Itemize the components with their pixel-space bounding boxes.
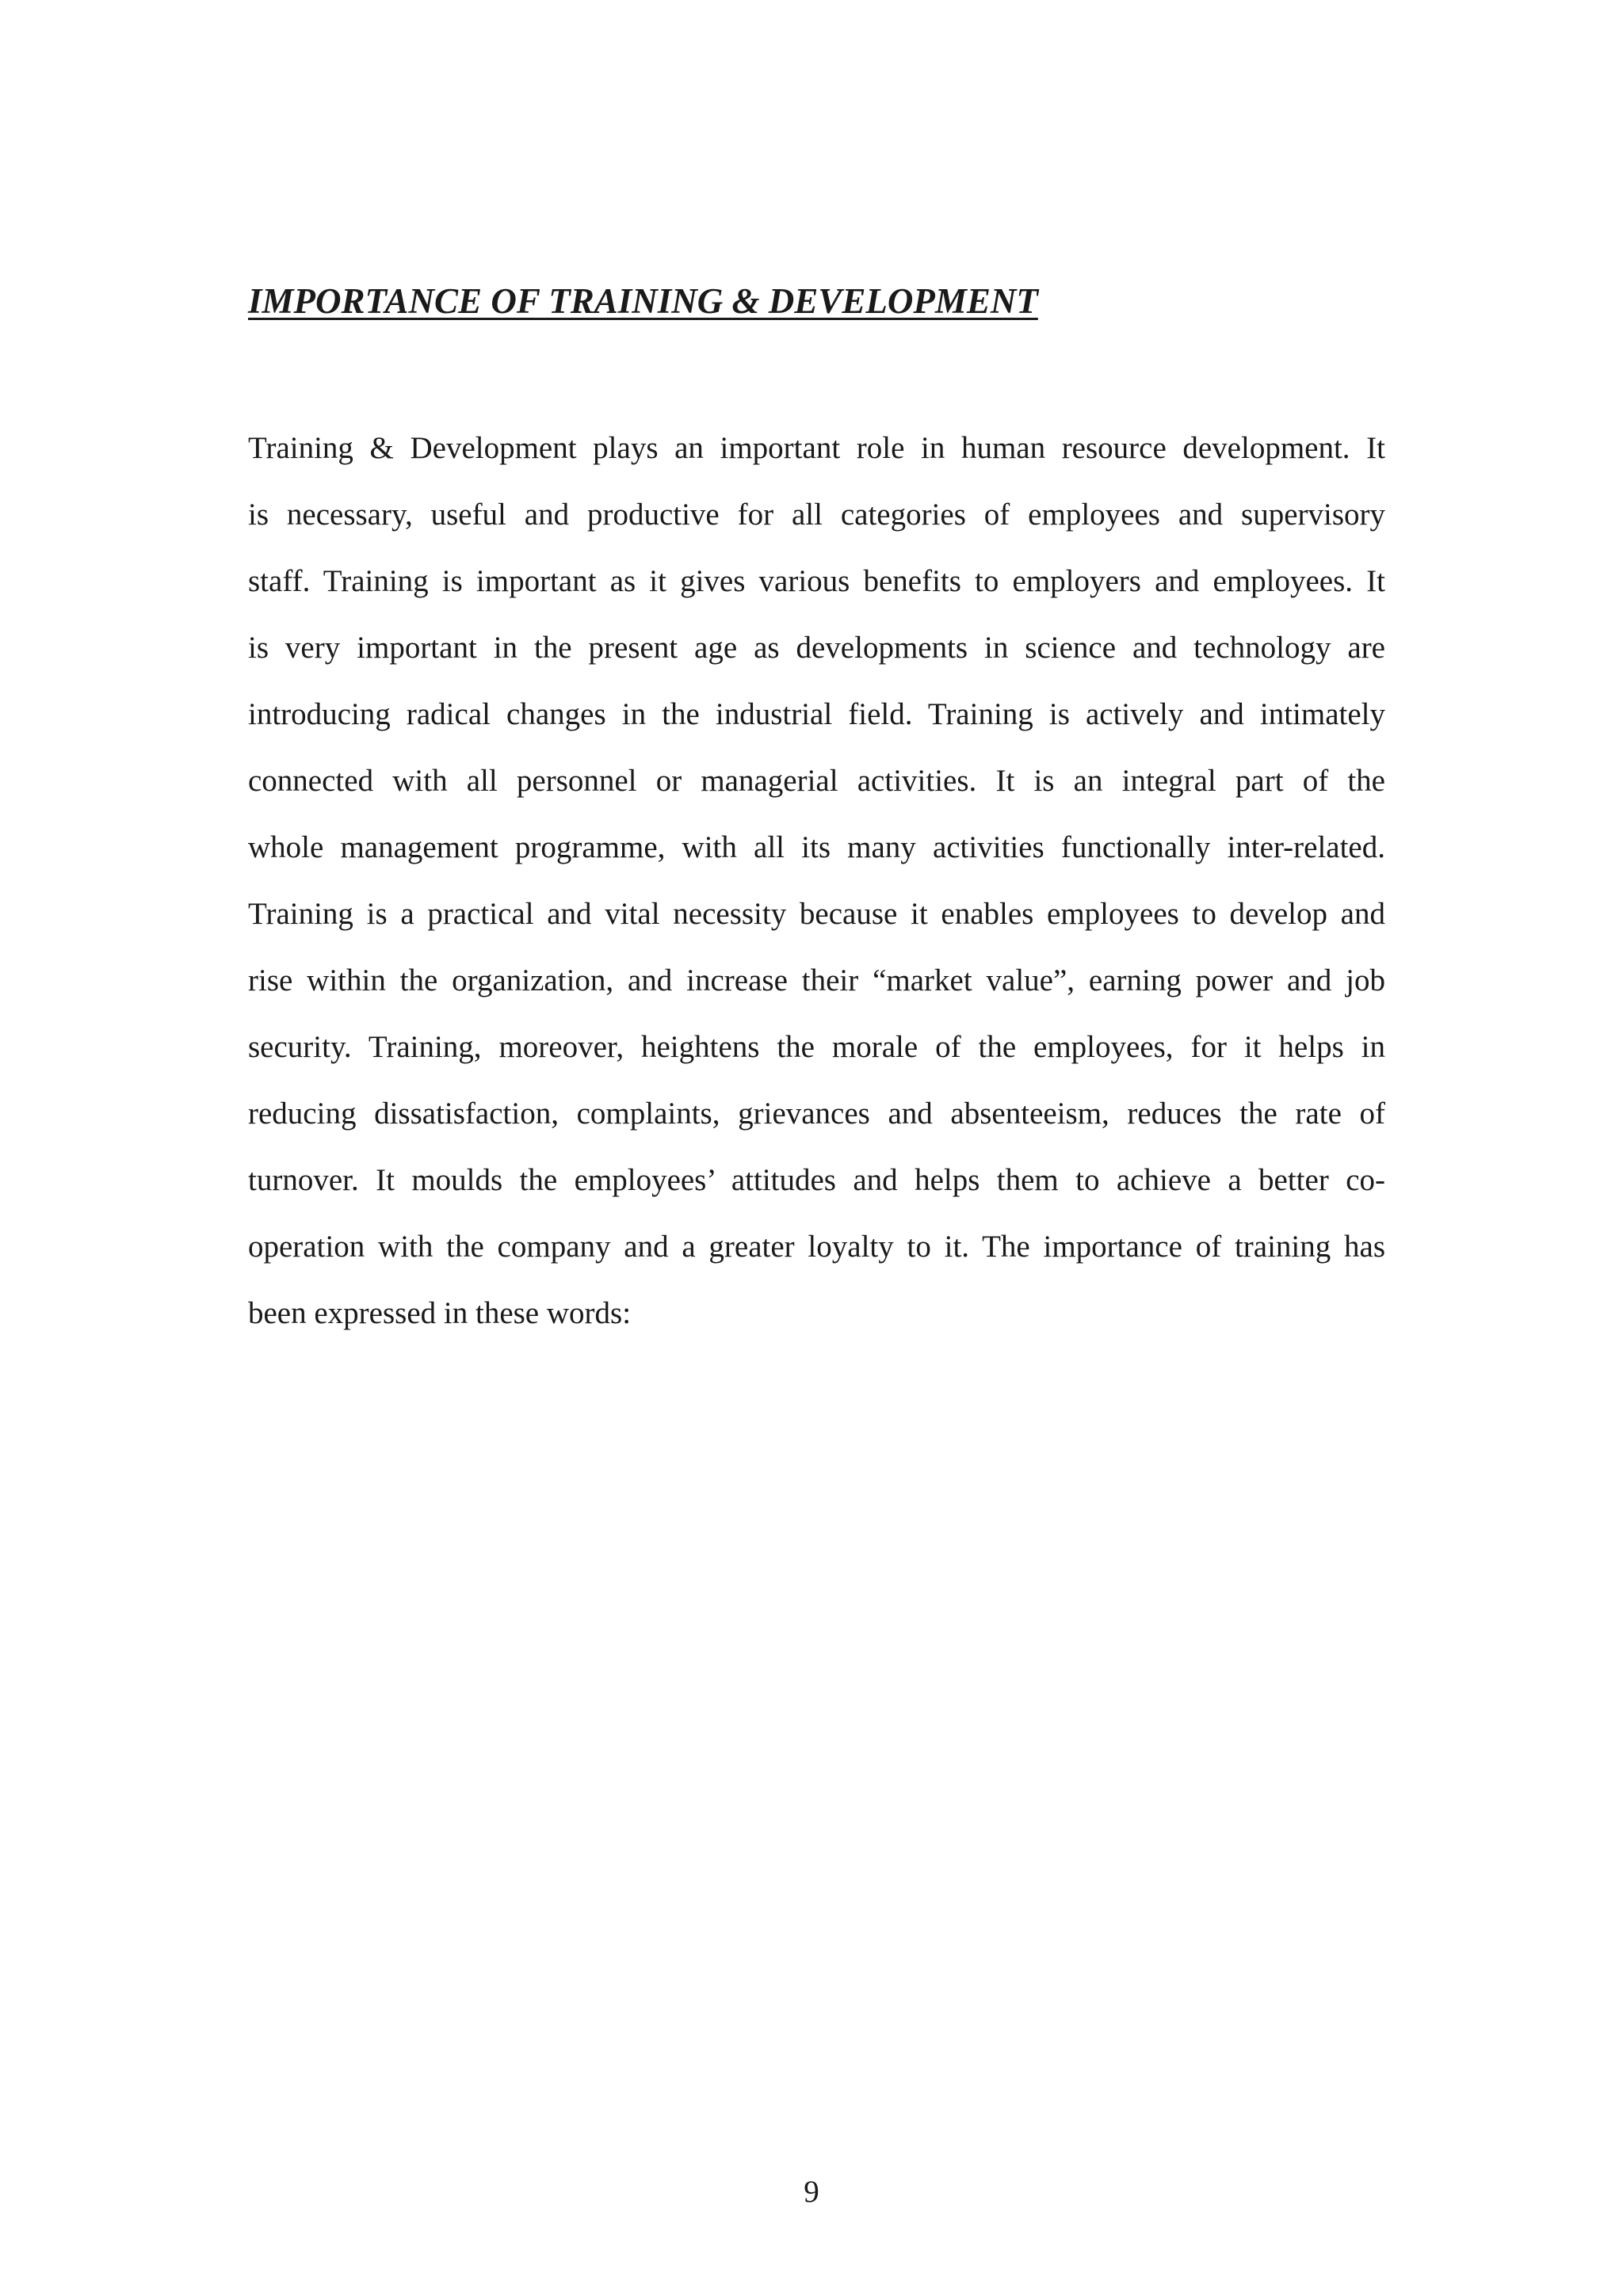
page-number: 9	[804, 2175, 819, 2209]
paragraph-line: Training is a practical and vital necessity because it enables employees to develop and	[248, 897, 1385, 931]
paragraph-line: introducing radical changes in the industrial field. Training is actively and intimately	[248, 697, 1385, 731]
section-heading: IMPORTANCE OF TRAINING & DEVELOPMENT	[248, 281, 1038, 321]
paragraph-line: is very important in the present age as developments in science and technology are	[248, 631, 1385, 665]
paragraph-line: turnover. It moulds the employees’ attitudes and helps them to achieve a better co-	[248, 1163, 1385, 1197]
paragraph-line: staff. Training is important as it gives various benefits to employers and employees. It	[248, 564, 1385, 598]
paragraph-line: whole management programme, with all its many activities functionally inter-related.	[248, 830, 1385, 864]
paragraph-line: been expressed in these words:	[248, 1296, 632, 1330]
paragraph-line: rise within the organization, and increase their “market value”, earning power and job	[248, 963, 1385, 997]
paragraph-line: is necessary, useful and productive for all categories of employees and supervisory	[248, 498, 1385, 532]
paragraph-line: Training & Development plays an important role in human resource development. It	[248, 431, 1385, 465]
paragraph-line: operation with the company and a greater loyalty to it. The importance of training has	[248, 1230, 1385, 1264]
paragraph-line: reducing dissatisfaction, complaints, grievances and absenteeism, reduces the rate of	[248, 1097, 1385, 1131]
body-paragraph	[248, 415, 1385, 1347]
paragraph-line: security. Training, moreover, heightens the morale of the employees, for it helps in	[248, 1030, 1385, 1064]
paragraph-line: connected with all personnel or managerial activities. It is an integral part of the	[248, 764, 1385, 798]
